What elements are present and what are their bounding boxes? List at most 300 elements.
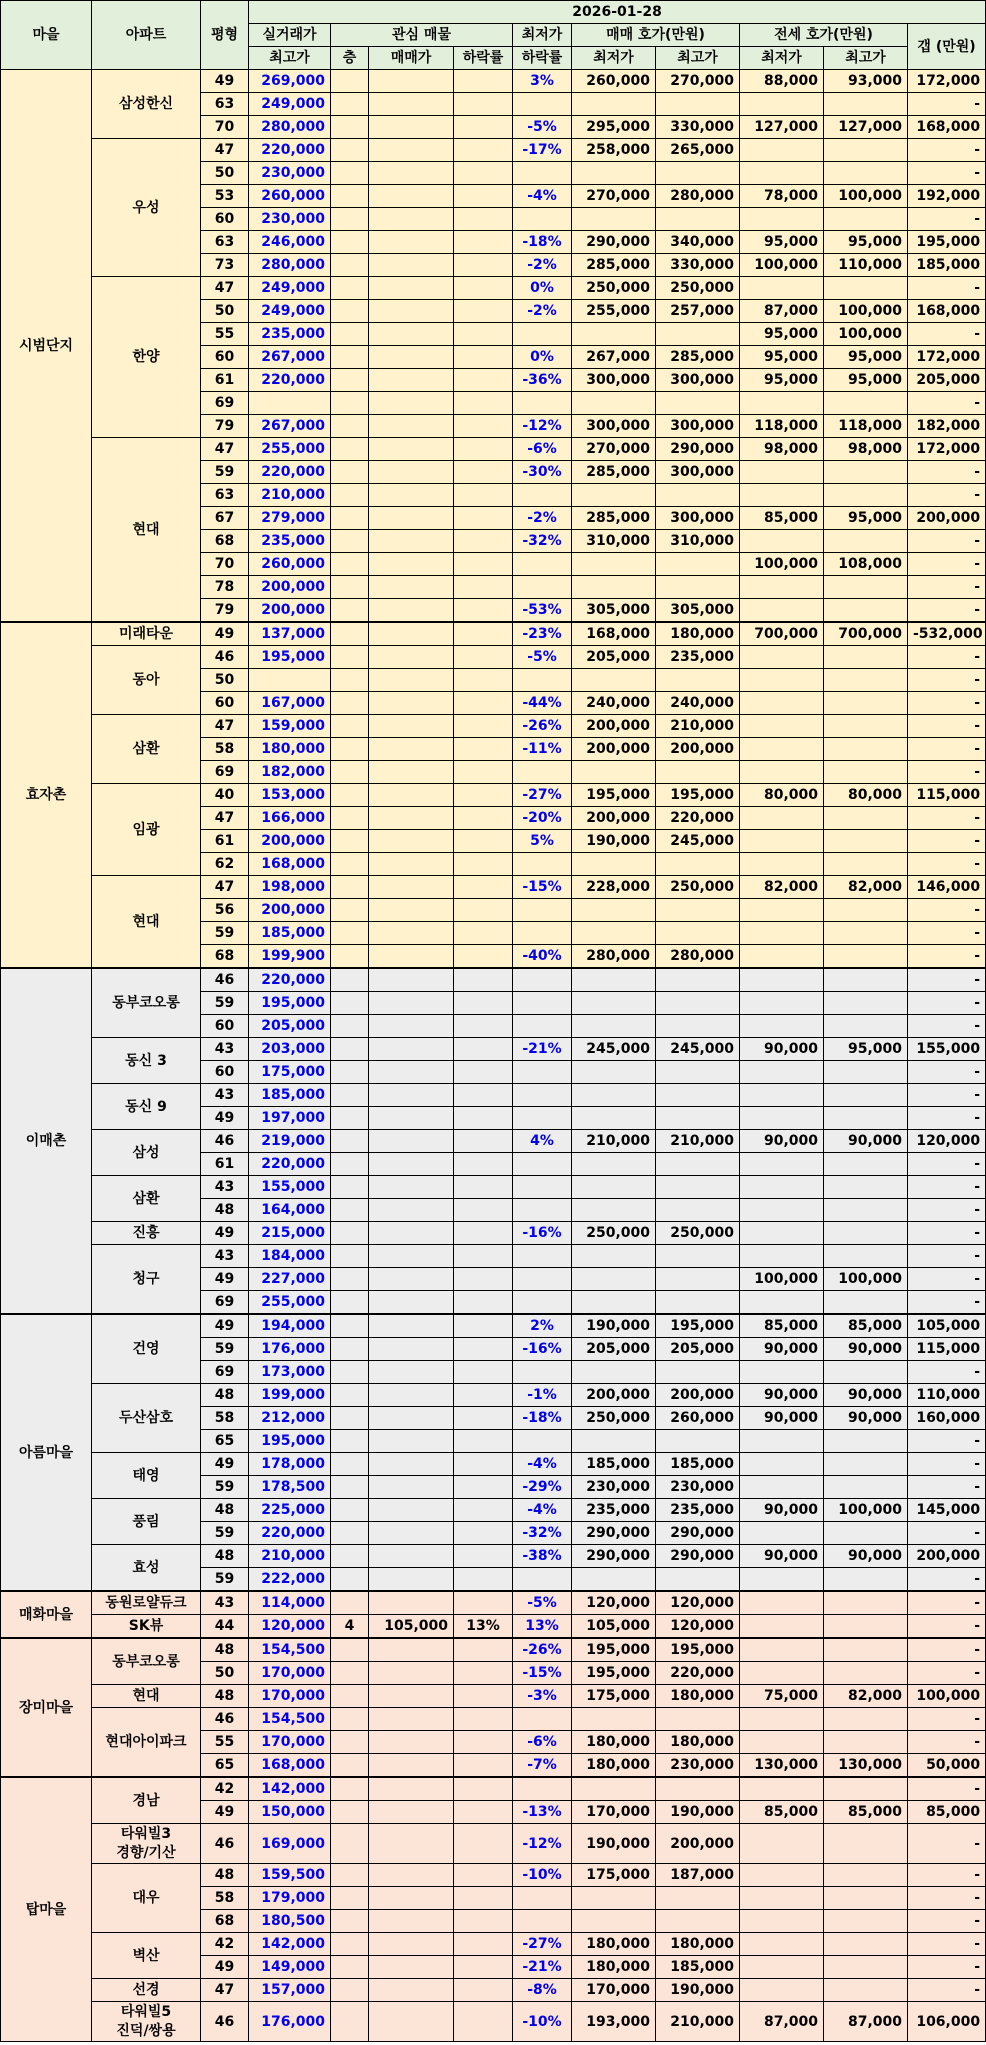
interest-floor <box>331 1801 369 1824</box>
sale-high: 180,000 <box>656 1685 740 1708</box>
jeonse-low: 90,000 <box>740 1130 824 1153</box>
jeonse-high <box>824 1777 908 1801</box>
interest-price <box>369 622 454 646</box>
interest-floor <box>331 139 369 162</box>
interest-drop <box>454 1453 513 1476</box>
actual-price: 203,000 <box>249 1038 331 1061</box>
table-row <box>1 1824 986 1864</box>
jeonse-high <box>824 277 908 300</box>
actual-price: 280,000 <box>249 254 331 277</box>
interest-drop <box>454 1731 513 1754</box>
sale-high: 235,000 <box>656 646 740 669</box>
table-row <box>1 1615 986 1639</box>
jeonse-low <box>740 392 824 415</box>
apt-cell: 청구 <box>92 1245 201 1315</box>
size-cell: 50 <box>201 669 249 692</box>
drop-rate: -16% <box>513 1338 572 1361</box>
size-cell: 46 <box>201 1130 249 1153</box>
gap-value: - <box>908 1291 986 1315</box>
interest-drop <box>454 968 513 992</box>
gap-value: - <box>908 853 986 876</box>
interest-drop <box>454 553 513 576</box>
jeonse-high: 80,000 <box>824 784 908 807</box>
interest-price <box>369 277 454 300</box>
interest-price <box>369 1864 454 1887</box>
interest-price <box>369 922 454 945</box>
table-row <box>1 1453 986 1476</box>
interest-price <box>369 1824 454 1864</box>
actual-price: 235,000 <box>249 323 331 346</box>
interest-floor <box>331 461 369 484</box>
sale-low: 285,000 <box>572 507 656 530</box>
table-row <box>1 438 986 461</box>
size-cell: 48 <box>201 1499 249 1522</box>
gap-value: - <box>908 1662 986 1685</box>
jeonse-low <box>740 992 824 1015</box>
interest-drop <box>454 1130 513 1153</box>
jeonse-low: 87,000 <box>740 2002 824 2042</box>
jeonse-low: 100,000 <box>740 553 824 576</box>
table-row <box>1 1499 986 1522</box>
interest-price <box>369 715 454 738</box>
interest-drop <box>454 1662 513 1685</box>
jeonse-high: 118,000 <box>824 415 908 438</box>
village-cell: 매화마을 <box>1 1591 92 1638</box>
village-cell: 효자촌 <box>1 622 92 968</box>
actual-price: 194,000 <box>249 1314 331 1338</box>
interest-drop <box>454 70 513 93</box>
apt-cell <box>92 2002 201 2042</box>
sale-low: 175,000 <box>572 1685 656 1708</box>
interest-floor <box>331 1568 369 1592</box>
size-cell: 59 <box>201 1522 249 1545</box>
jeonse-low <box>740 922 824 945</box>
sale-low: 190,000 <box>572 1824 656 1864</box>
interest-drop <box>454 162 513 185</box>
jeonse-low <box>740 599 824 623</box>
actual-price: 249,000 <box>249 93 331 116</box>
interest-price <box>369 1453 454 1476</box>
sale-high: 230,000 <box>656 1754 740 1778</box>
interest-drop <box>454 323 513 346</box>
size-cell: 47 <box>201 807 249 830</box>
interest-drop <box>454 139 513 162</box>
interest-price <box>369 1545 454 1568</box>
sale-low: 190,000 <box>572 1314 656 1338</box>
gap-value: - <box>908 1708 986 1731</box>
actual-price: 178,500 <box>249 1476 331 1499</box>
actual-price: 267,000 <box>249 346 331 369</box>
jeonse-high <box>824 1568 908 1592</box>
interest-drop <box>454 1314 513 1338</box>
size-cell: 60 <box>201 208 249 231</box>
gap-value: 50,000 <box>908 1754 986 1778</box>
sale-low <box>572 1568 656 1592</box>
actual-price: 269,000 <box>249 70 331 93</box>
sale-high: 257,000 <box>656 300 740 323</box>
actual-price: 220,000 <box>249 461 331 484</box>
size-cell: 49 <box>201 1107 249 1130</box>
interest-floor <box>331 1910 369 1933</box>
table-row <box>1 1314 986 1338</box>
apt-cell: 현대아이파크 <box>92 1708 201 1778</box>
drop-rate: -12% <box>513 415 572 438</box>
sale-high: 205,000 <box>656 1338 740 1361</box>
sale-low: 210,000 <box>572 1130 656 1153</box>
drop-rate: 2% <box>513 1314 572 1338</box>
gap-value: - <box>908 576 986 599</box>
sale-high <box>656 1015 740 1038</box>
interest-price <box>369 1268 454 1291</box>
actual-price: 175,000 <box>249 1061 331 1084</box>
jeonse-high <box>824 1638 908 1662</box>
interest-drop <box>454 1015 513 1038</box>
size-cell: 47 <box>201 277 249 300</box>
actual-price: 260,000 <box>249 553 331 576</box>
size-cell: 56 <box>201 899 249 922</box>
header-jeonse: 전세 호가(만원) <box>740 24 908 47</box>
sale-low <box>572 1061 656 1084</box>
interest-floor <box>331 1499 369 1522</box>
apt-cell: 벽산 <box>92 1933 201 1979</box>
size-cell: 59 <box>201 1476 249 1499</box>
sale-high: 280,000 <box>656 945 740 969</box>
interest-drop <box>454 1864 513 1887</box>
interest-floor <box>331 576 369 599</box>
table-row <box>1 968 986 992</box>
gap-value: - <box>908 1176 986 1199</box>
interest-floor <box>331 1061 369 1084</box>
interest-drop <box>454 761 513 784</box>
interest-floor: 4 <box>331 1615 369 1639</box>
header-int-price: 매매가 <box>369 47 454 70</box>
jeonse-low <box>740 715 824 738</box>
jeonse-high <box>824 1361 908 1384</box>
jeonse-low <box>740 1153 824 1176</box>
gap-value: 168,000 <box>908 116 986 139</box>
sale-high: 305,000 <box>656 599 740 623</box>
drop-rate <box>513 484 572 507</box>
sale-low <box>572 922 656 945</box>
sale-high: 290,000 <box>656 1545 740 1568</box>
interest-price <box>369 369 454 392</box>
interest-floor <box>331 1291 369 1315</box>
jeonse-high: 98,000 <box>824 438 908 461</box>
sale-low <box>572 992 656 1015</box>
sale-low <box>572 1153 656 1176</box>
actual-price: 142,000 <box>249 1933 331 1956</box>
jeonse-high: 100,000 <box>824 1268 908 1291</box>
interest-floor <box>331 968 369 992</box>
interest-drop <box>454 231 513 254</box>
actual-price: 260,000 <box>249 185 331 208</box>
actual-price: 166,000 <box>249 807 331 830</box>
sale-low <box>572 1361 656 1384</box>
drop-rate: -18% <box>513 231 572 254</box>
interest-price <box>369 1708 454 1731</box>
interest-drop <box>454 93 513 116</box>
jeonse-high: 85,000 <box>824 1801 908 1824</box>
interest-floor <box>331 254 369 277</box>
gap-value: 192,000 <box>908 185 986 208</box>
jeonse-high <box>824 669 908 692</box>
actual-price: 168,000 <box>249 853 331 876</box>
size-cell: 49 <box>201 1453 249 1476</box>
header-jeonse-high: 최고가 <box>824 47 908 70</box>
jeonse-low <box>740 1615 824 1639</box>
actual-price <box>249 392 331 415</box>
size-cell: 60 <box>201 1015 249 1038</box>
header-size: 평형 <box>201 1 249 70</box>
sale-low <box>572 208 656 231</box>
interest-drop <box>454 899 513 922</box>
jeonse-low <box>740 899 824 922</box>
actual-price: 197,000 <box>249 1107 331 1130</box>
size-cell: 49 <box>201 1222 249 1245</box>
jeonse-low: 95,000 <box>740 231 824 254</box>
interest-floor <box>331 93 369 116</box>
drop-rate: -4% <box>513 185 572 208</box>
interest-price <box>369 807 454 830</box>
sale-high: 290,000 <box>656 438 740 461</box>
jeonse-high: 82,000 <box>824 1685 908 1708</box>
sale-low <box>572 553 656 576</box>
size-cell: 42 <box>201 1933 249 1956</box>
jeonse-low: 90,000 <box>740 1545 824 1568</box>
sale-high <box>656 1708 740 1731</box>
gap-value: 115,000 <box>908 784 986 807</box>
interest-floor <box>331 2002 369 2042</box>
sale-high: 210,000 <box>656 715 740 738</box>
sale-low: 258,000 <box>572 139 656 162</box>
interest-floor <box>331 231 369 254</box>
gap-value: 200,000 <box>908 1545 986 1568</box>
sale-low: 180,000 <box>572 1933 656 1956</box>
gap-value: 145,000 <box>908 1499 986 1522</box>
size-cell: 59 <box>201 461 249 484</box>
jeonse-high <box>824 1956 908 1979</box>
interest-drop <box>454 1708 513 1731</box>
interest-drop <box>454 1933 513 1956</box>
apt-cell: 동아 <box>92 646 201 715</box>
size-cell: 43 <box>201 1038 249 1061</box>
actual-price: 220,000 <box>249 139 331 162</box>
jeonse-low: 130,000 <box>740 1754 824 1778</box>
interest-drop <box>454 1979 513 2002</box>
drop-rate <box>513 162 572 185</box>
village-cell: 이매촌 <box>1 968 92 1314</box>
jeonse-high: 100,000 <box>824 300 908 323</box>
size-cell: 46 <box>201 2002 249 2042</box>
apt-cell: SK뷰 <box>92 1615 201 1639</box>
interest-price <box>369 992 454 1015</box>
drop-rate: -10% <box>513 2002 572 2042</box>
sale-high <box>656 1268 740 1291</box>
interest-price <box>369 1038 454 1061</box>
interest-floor <box>331 1754 369 1778</box>
gap-value: - <box>908 807 986 830</box>
sale-low <box>572 1245 656 1268</box>
size-cell: 63 <box>201 231 249 254</box>
drop-rate <box>513 1061 572 1084</box>
sale-high: 300,000 <box>656 507 740 530</box>
apt-cell: 두산삼호 <box>92 1384 201 1453</box>
sale-high: 187,000 <box>656 1864 740 1887</box>
interest-price <box>369 139 454 162</box>
interest-drop <box>454 415 513 438</box>
sale-high: 280,000 <box>656 185 740 208</box>
village-cell: 장미마을 <box>1 1638 92 1777</box>
interest-floor <box>331 830 369 853</box>
drop-rate: -2% <box>513 254 572 277</box>
sale-low: 290,000 <box>572 1522 656 1545</box>
apt-name-line2: 진덕/쌍용 <box>116 2022 176 2039</box>
jeonse-low <box>740 1199 824 1222</box>
jeonse-low: 100,000 <box>740 254 824 277</box>
actual-price: 176,000 <box>249 2002 331 2042</box>
interest-price <box>369 1061 454 1084</box>
sale-low <box>572 1015 656 1038</box>
sale-high <box>656 323 740 346</box>
gap-value: 172,000 <box>908 438 986 461</box>
drop-rate <box>513 968 572 992</box>
gap-value: - <box>908 1522 986 1545</box>
actual-price: 249,000 <box>249 277 331 300</box>
drop-rate: -27% <box>513 784 572 807</box>
sale-low: 195,000 <box>572 784 656 807</box>
interest-drop <box>454 945 513 969</box>
sale-low: 168,000 <box>572 622 656 646</box>
apt-name-line2: 경향/기산 <box>116 1844 176 1861</box>
interest-drop <box>454 669 513 692</box>
actual-price: 173,000 <box>249 1361 331 1384</box>
size-cell: 70 <box>201 553 249 576</box>
actual-price: 180,000 <box>249 738 331 761</box>
interest-floor <box>331 1038 369 1061</box>
jeonse-high <box>824 1864 908 1887</box>
jeonse-low <box>740 1245 824 1268</box>
interest-floor <box>331 669 369 692</box>
sale-low <box>572 1430 656 1453</box>
actual-price: 185,000 <box>249 1084 331 1107</box>
drop-rate: -7% <box>513 1754 572 1778</box>
gap-value: 120,000 <box>908 1130 986 1153</box>
gap-value: - <box>908 1887 986 1910</box>
interest-price <box>369 576 454 599</box>
jeonse-low: 90,000 <box>740 1407 824 1430</box>
interest-price <box>369 507 454 530</box>
sale-high <box>656 162 740 185</box>
interest-price <box>369 323 454 346</box>
actual-price: 200,000 <box>249 830 331 853</box>
gap-value: - <box>908 461 986 484</box>
jeonse-low <box>740 945 824 969</box>
table-row <box>1 1038 986 1061</box>
jeonse-high: 95,000 <box>824 1038 908 1061</box>
drop-rate <box>513 576 572 599</box>
sale-high: 250,000 <box>656 876 740 899</box>
sale-high <box>656 761 740 784</box>
interest-drop <box>454 622 513 646</box>
interest-drop <box>454 461 513 484</box>
actual-price: 205,000 <box>249 1015 331 1038</box>
jeonse-low: 127,000 <box>740 116 824 139</box>
table-row <box>1 622 986 646</box>
gap-value: - <box>908 277 986 300</box>
interest-floor <box>331 1015 369 1038</box>
actual-price: 230,000 <box>249 208 331 231</box>
gap-value: 200,000 <box>908 507 986 530</box>
interest-floor <box>331 1430 369 1453</box>
jeonse-low <box>740 1222 824 1245</box>
sale-low: 190,000 <box>572 830 656 853</box>
actual-price: 200,000 <box>249 599 331 623</box>
jeonse-low <box>740 1568 824 1592</box>
sale-low: 175,000 <box>572 1864 656 1887</box>
header-date: 2026-01-28 <box>249 1 986 24</box>
actual-price: 149,000 <box>249 1956 331 1979</box>
jeonse-high <box>824 899 908 922</box>
apt-cell: 동부코오롱 <box>92 1638 201 1685</box>
drop-rate: -26% <box>513 1638 572 1662</box>
jeonse-low <box>740 1591 824 1615</box>
actual-price: 169,000 <box>249 1824 331 1864</box>
actual-price: 210,000 <box>249 1545 331 1568</box>
drop-rate <box>513 1361 572 1384</box>
interest-price <box>369 968 454 992</box>
gap-value: - <box>908 599 986 623</box>
jeonse-low <box>740 1731 824 1754</box>
actual-price: 280,000 <box>249 116 331 139</box>
jeonse-high: 90,000 <box>824 1130 908 1153</box>
jeonse-high <box>824 599 908 623</box>
gap-value: - <box>908 715 986 738</box>
header-gap: 갭 (만원) <box>908 24 986 70</box>
interest-drop <box>454 1499 513 1522</box>
jeonse-low: 95,000 <box>740 346 824 369</box>
size-cell: 55 <box>201 1731 249 1754</box>
size-cell: 79 <box>201 415 249 438</box>
jeonse-high <box>824 1430 908 1453</box>
sale-high <box>656 208 740 231</box>
sale-high <box>656 1153 740 1176</box>
gap-value: - <box>908 1453 986 1476</box>
jeonse-low <box>740 1777 824 1801</box>
interest-drop <box>454 784 513 807</box>
interest-price <box>369 1754 454 1778</box>
interest-price <box>369 438 454 461</box>
interest-price <box>369 1361 454 1384</box>
interest-drop <box>454 1910 513 1933</box>
drop-rate <box>513 761 572 784</box>
sale-high <box>656 484 740 507</box>
interest-floor <box>331 876 369 899</box>
interest-drop <box>454 2002 513 2042</box>
sale-high: 210,000 <box>656 1130 740 1153</box>
jeonse-high: 95,000 <box>824 231 908 254</box>
header-int-drop: 하락률 <box>454 47 513 70</box>
actual-price: 195,000 <box>249 992 331 1015</box>
sale-low <box>572 968 656 992</box>
gap-value: 172,000 <box>908 346 986 369</box>
drop-rate <box>513 1245 572 1268</box>
apt-cell: 미래타운 <box>92 622 201 646</box>
gap-value: 182,000 <box>908 415 986 438</box>
gap-value: - <box>908 208 986 231</box>
table-row <box>1 70 986 93</box>
jeonse-high <box>824 761 908 784</box>
interest-floor <box>331 1268 369 1291</box>
